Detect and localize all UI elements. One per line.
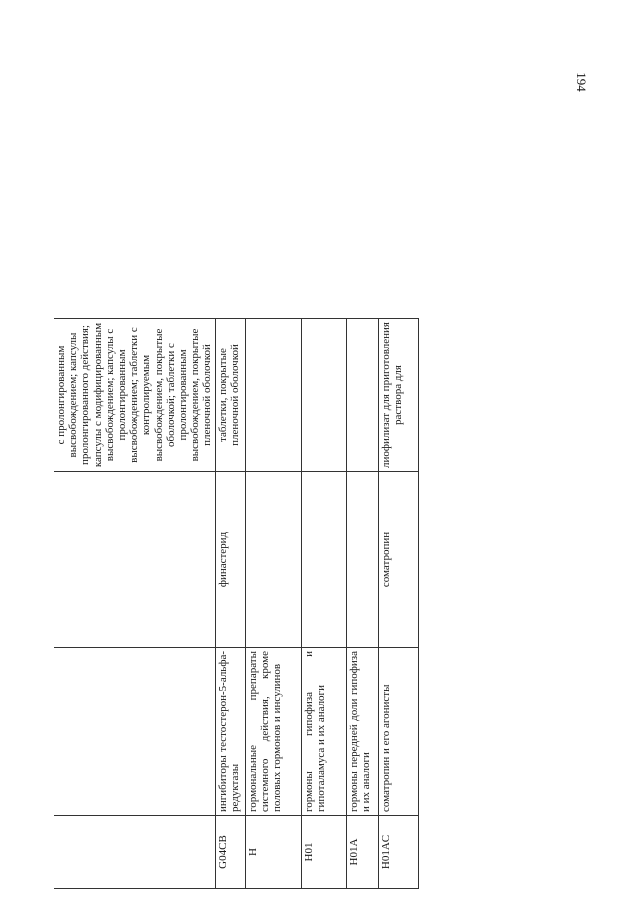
table-row	[346, 319, 378, 889]
description-cell: гормоны передней доли гипофиза и их аналоги	[346, 648, 378, 816]
drug-classification-table	[54, 318, 419, 889]
inn-cell: соматропин	[378, 472, 418, 648]
inn-cell: финастерид	[215, 472, 245, 648]
inn-cell	[245, 472, 301, 648]
description-cell: гормоны гипофиза и гипоталамуса и их аналоги	[301, 648, 346, 816]
atc-code-cell	[54, 816, 215, 889]
page-number: 194	[574, 72, 589, 92]
inn-cell	[346, 472, 378, 648]
table-row	[245, 319, 301, 889]
dosage-form-cell: с пролонгированным высвобождением; капсулы пролонгированного действия; капсулы с модифицированным высвобождением; капсулы с пролонгированным высвобождением; таблетки с контролируемым высвобождением, покрытые оболочкой; таблетки с пролонгированным высвобождением, покрытые пленочной оболочкой	[54, 319, 215, 472]
dosage-form-cell: лиофилизат для приготовления раствора для	[378, 319, 418, 472]
dosage-form-cell: таблетки, покрытые пленочной оболочкой	[215, 319, 245, 472]
atc-code-cell: G04CB	[215, 816, 245, 889]
dosage-form-cell	[301, 319, 346, 472]
rotated-table-container	[54, 319, 566, 889]
table-row	[378, 319, 418, 889]
atc-code-cell: H	[245, 816, 301, 889]
dosage-form-cell	[245, 319, 301, 472]
description-cell	[54, 648, 215, 816]
dosage-form-cell	[346, 319, 378, 472]
table-row	[301, 319, 346, 889]
inn-cell	[301, 472, 346, 648]
table-row	[54, 319, 215, 889]
atc-code-cell: H01	[301, 816, 346, 889]
inn-cell	[54, 472, 215, 648]
table-row	[215, 319, 245, 889]
description-cell: ингибиторы тестостерон-5-альфа-редуктазы	[215, 648, 245, 816]
atc-code-cell: H01AC	[378, 816, 418, 889]
description-cell: гормональные препараты системного действия, кроме половых гормонов и инсулинов	[245, 648, 301, 816]
atc-code-cell: H01A	[346, 816, 378, 889]
description-cell: соматропин и его агонисты	[378, 648, 418, 816]
